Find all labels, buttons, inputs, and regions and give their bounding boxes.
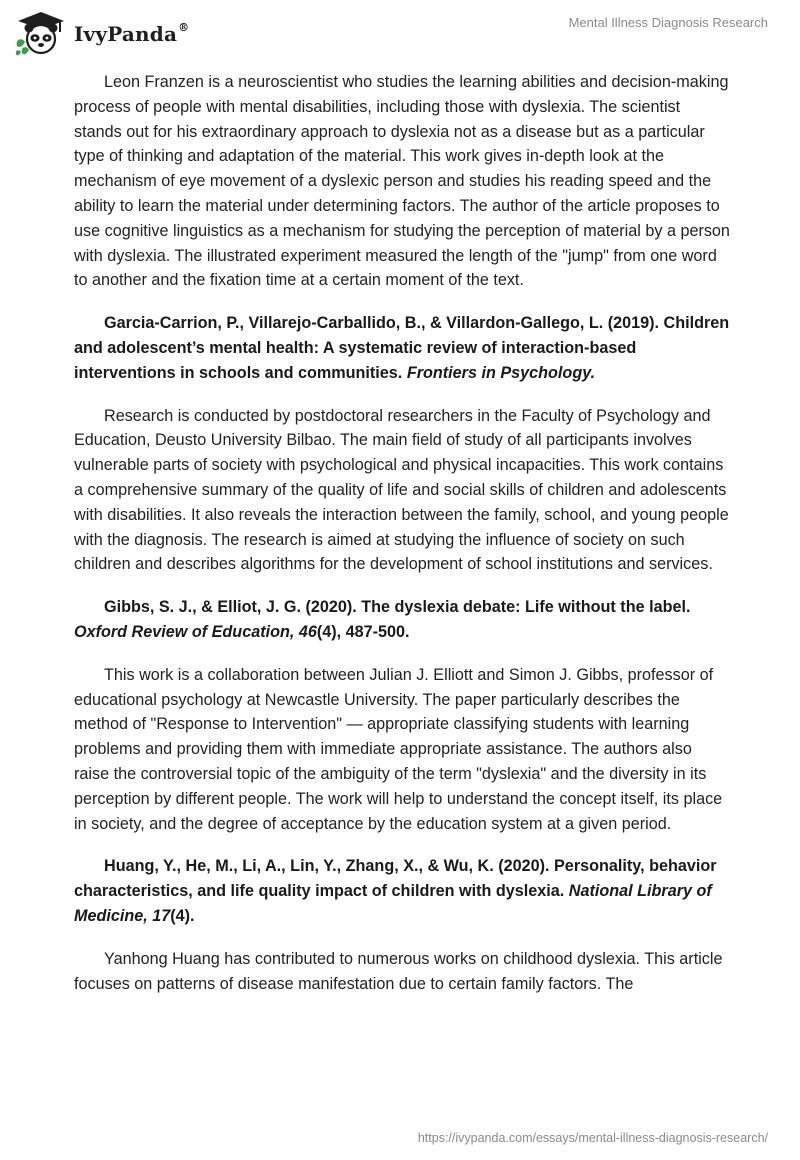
brand-name: IvyPanda® <box>74 20 190 46</box>
paragraph: Leon Franzen is a neuroscientist who studies the learning abilities and decision-making process of people with mental disabilities, including those with dyslexia. The scientist stands out for his extraordinary approach to dyslexia not as a disease but as a particular type of thinking and adaptation of the material. This work gives in-depth look at the mechanism of eye movement of a dyslexic person and studies his reading speed and the ability to learn the material under determining factors. The author of the article proposes to use cognitive linguistics as a mechanism for studying the perception of material by a person with dyslexia. The illustrated experiment measured the length of the "jump" from one word to another and the fixation time at a certain moment of the text. <box>74 73 730 290</box>
panda-graduate-icon <box>14 10 68 56</box>
journal-title: Frontiers in Psychology. <box>406 363 596 382</box>
journal-title: National Library of Medicine, 17 <box>74 882 712 925</box>
ivypanda-logo[interactable] <box>14 10 189 56</box>
paragraph: This work is a collaboration between Julian J. Elliott and Simon J. Gibbs, professor of educational psychology at Newcastle University. The paper particularly describes the method of "Response to Intervention" — appropriate classifying students with learning problems and providing them with immediate appropriate assistance. The authors also raise the controversial topic of the ambiguity of the term "dyslexia" and the diversity in its perception by different people. The work will help to understand the concept itself, its place in society, and the degree of acceptance by the education system at a given period. <box>74 665 723 833</box>
paragraph: Research is conducted by postdoctoral researchers in the Faculty of Psychology and Education, Deusto University Bilbao. The main field of study of all participants involves vulnerable parts of society with psychological and physical incapacities. This work contains a comprehensive summary of the quality of life and social skills of children and adolescents with disabilities. It also reveals the interaction between the family, school, and young people with the diagnosis. The research is aimed at studying the influence of society on such children and describes algorithms for the development of school institutions and services. <box>74 406 729 574</box>
essay-body <box>74 70 730 1014</box>
document-title: Mental Illness Diagnosis Research <box>568 15 768 30</box>
page-header <box>0 0 800 64</box>
journal-title: Oxford Review of Education, 46 <box>74 622 317 641</box>
reference-entry: Garcia-Carrion, P., Villarejo-Carballido, B., & Villardon-Gallego, L. (2019). Children and adolescent’s mental health: A systematic review of interaction-based interventions in schools and communities. Frontiers in Psychology. <box>74 314 730 382</box>
reference-entry: Huang, Y., He, M., Li, A., Lin, Y., Zhang, X., & Wu, K. (2020). Personality, behavior characteristics, and life quality impact of children with dyslexia. National Library of Medicine, 17(4). <box>74 857 717 925</box>
reference-entry: Gibbs, S. J., & Elliot, J. G. (2020). The dyslexia debate: Life without the label. Oxford Review of Education, 46(4), 487-500. <box>74 598 691 641</box>
source-url[interactable]: https://ivypanda.com/essays/mental-illness-diagnosis-research/ <box>417 1131 768 1145</box>
paragraph: Yanhong Huang has contributed to numerous works on childhood dyslexia. This article focuses on patterns of disease manifestation due to certain family factors. The <box>74 949 723 993</box>
